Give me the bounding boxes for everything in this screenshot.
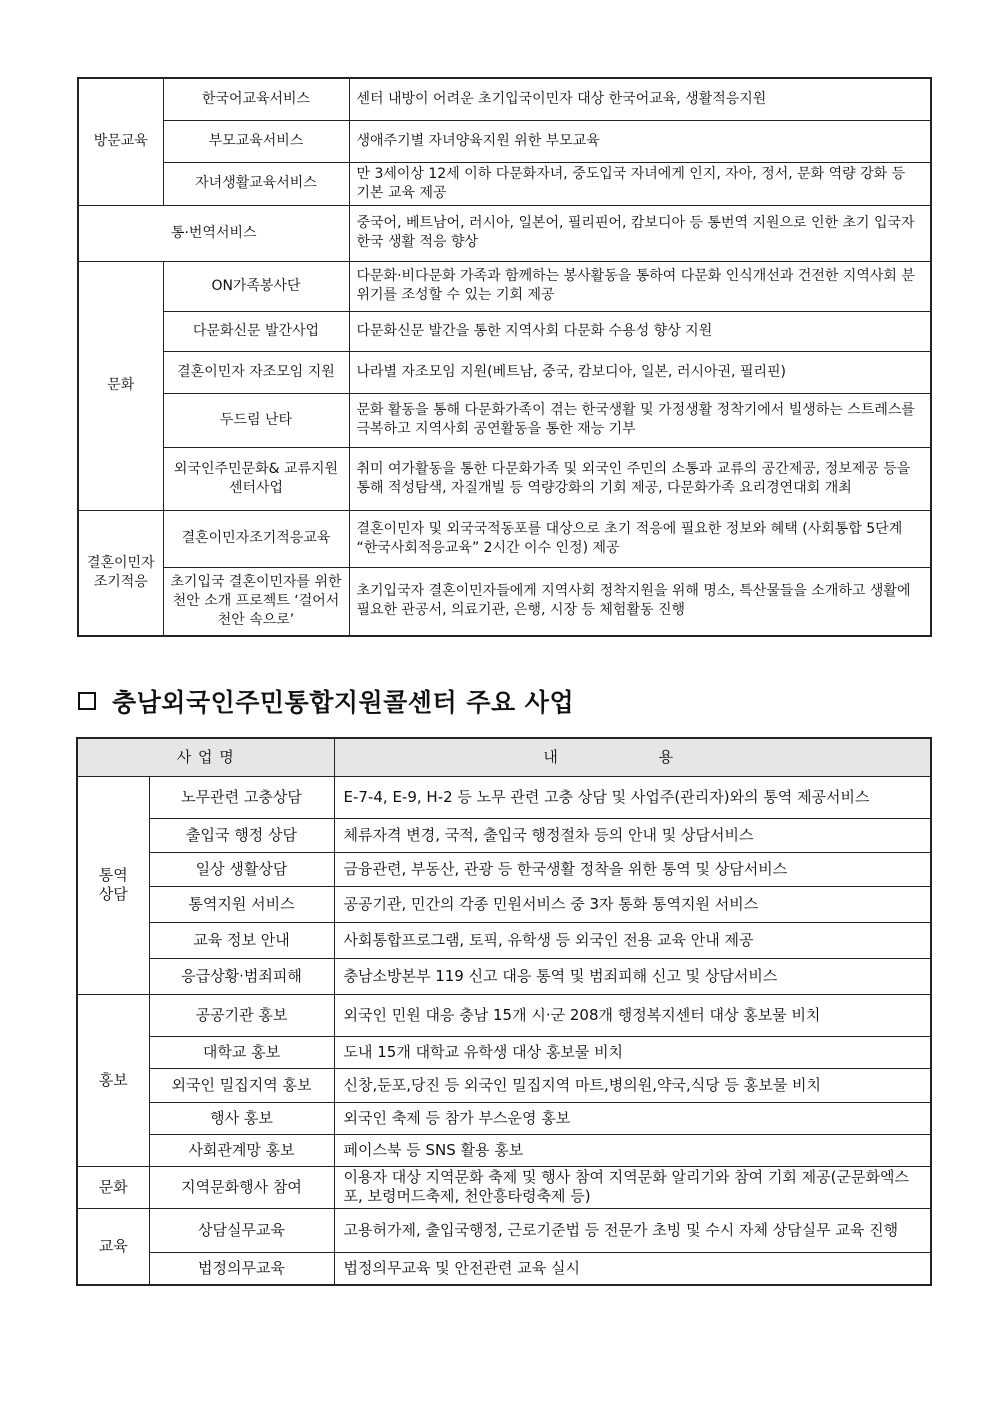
service-desc: 고용허가제, 출입국행정, 근로기준법 등 전문가 초빙 및 수시 자체 상담실무 교육 진행 [334,1208,931,1252]
service-name: 대학교 홍보 [149,1036,334,1068]
table-row [78,447,931,510]
service-desc: 센터 내방이 어려운 초기입국이민자 대상 한국어교육, 생활적응지원 [349,78,931,120]
service-table-2 [76,737,932,1286]
service-desc: 나라별 자조모임 지원(베트남, 중국, 캄보디아, 일본, 러시아권, 필리핀) [349,351,931,393]
service-name: ON가족봉사단 [163,261,349,311]
service-desc: 외국인 축제 등 참가 부스운영 홍보 [334,1102,931,1134]
table-row [77,818,931,852]
service-name: 법정의무교육 [149,1252,334,1285]
service-name: 지역문화행사 참여 [149,1166,334,1208]
table-row [78,205,931,261]
service-name: 결혼이민자조기적응교육 [163,510,349,567]
table-row [77,1134,931,1166]
service-name: 응급상황·범죄피해 [149,958,334,994]
service-name: 일상 생활상담 [149,852,334,886]
section-title: 충남외국인주민통합지원콜센터 주요 사업 [112,688,575,717]
category-cell: 교육 [77,1208,149,1285]
service-name: 자녀생활교육서비스 [163,162,349,205]
service-desc: 생애주기별 자녀양육지원 위한 부모교육 [349,120,931,162]
category-cell: 통역 상담 [77,776,149,994]
service-name: 두드림 난타 [163,393,349,447]
service-desc: 중국어, 베트남어, 러시아, 일본어, 필리핀어, 캄보디아 등 통번역 지원으로 인한 초기 입국자 한국 생활 적응 향상 [349,205,931,261]
service-desc: 초기입국자 결혼이민자들에게 지역사회 정착지원을 위해 명소, 특산물들을 소개하고 생활에 필요한 관공서, 의료기관, 은행, 시장 등 체험활동 진행 [349,567,931,636]
service-desc: 금융관련, 부동산, 관광 등 한국생활 정착을 위한 통역 및 상담서비스 [334,852,931,886]
header-content: 내 용 [334,738,931,776]
table-row [77,1102,931,1134]
section-heading [78,683,574,719]
service-name: 노무관련 고충상담 [149,776,334,818]
table-row [78,120,931,162]
service-desc: 사회통합프로그램, 토픽, 유학생 등 외국인 전용 교육 안내 제공 [334,922,931,958]
service-name: 출입국 행정 상담 [149,818,334,852]
service-name: 다문화신문 발간사업 [163,311,349,351]
service-desc: 문화 활동을 통해 다문화가족이 겪는 한국생활 및 가정생활 정착기에서 빌생하는 스트레스를 극복하고 지역사회 공연활동을 통한 재능 기부 [349,393,931,447]
category-cell: 통·번역서비스 [78,205,349,261]
table-row [77,776,931,818]
table-row [78,78,931,120]
service-name: 행사 홍보 [149,1102,334,1134]
service-desc: 법정의무교육 및 안전관련 교육 실시 [334,1252,931,1285]
service-desc: 결혼이민자 및 외국국적동포를 대상으로 초기 적응에 필요한 정보와 혜택 (사회통합 5단계 “한국사회적응교육” 2시간 이수 인정) 제공 [349,510,931,567]
service-desc: 신창,둔포,당진 등 외국인 밀집지역 마트,병의원,약국,식당 등 홍보물 비치 [334,1068,931,1102]
service-desc: 페이스북 등 SNS 활용 홍보 [334,1134,931,1166]
table-row [77,1208,931,1252]
table-row [77,1068,931,1102]
table-row [78,510,931,567]
service-desc: 다문화신문 발간을 통한 지역사회 다문화 수용성 향상 지원 [349,311,931,351]
table-row [77,886,931,922]
service-name: 한국어교육서비스 [163,78,349,120]
service-name: 부모교육서비스 [163,120,349,162]
service-name: 결혼이민자 자조모임 지원 [163,351,349,393]
service-desc: 다문화·비다문화 가족과 함께하는 봉사활동을 통하여 다문화 인식개선과 건전한 지역사회 분위기를 조성할 수 있는 기회 제공 [349,261,931,311]
service-desc: 도내 15개 대학교 유학생 대상 홍보물 비치 [334,1036,931,1068]
table-row [78,162,931,205]
service-name: 상담실무교육 [149,1208,334,1252]
table-row [77,852,931,886]
service-name: 교육 정보 안내 [149,922,334,958]
category-cell: 문화 [78,261,163,510]
service-desc: 충남소방본부 119 신고 대응 통역 및 범죄피해 신고 및 상담서비스 [334,958,931,994]
service-name: 초기입국 결혼이민자를 위한 천안 소개 프로젝트 ‘걸어서 천안 속으로’ [163,567,349,636]
service-desc: 이용자 대상 지역문화 축제 및 행사 참여 지역문화 알리기와 참여 기회 제공(군문화엑스포, 보령머드축제, 천안흥타령축제 등) [334,1166,931,1208]
service-name: 외국인 밀집지역 홍보 [149,1068,334,1102]
table-row [78,567,931,636]
category-cell: 문화 [77,1166,149,1208]
table-row [77,1036,931,1068]
table-row [77,994,931,1036]
service-desc: 취미 여가활동을 통한 다문화가족 및 외국인 주민의 소통과 교류의 공간제공, 정보제공 등을 통해 적성탐색, 자질개빌 등 역량강화의 기회 제공, 다문화가족 요리경연대회 개최 [349,447,931,510]
checkbox-square-icon [78,692,96,710]
table-row [78,311,931,351]
table-row [78,261,931,311]
service-name: 통역지원 서비스 [149,886,334,922]
service-name: 공공기관 홍보 [149,994,334,1036]
service-name: 외국인주민문화& 교류지원센터사업 [163,447,349,510]
table-row [77,922,931,958]
table-row [77,958,931,994]
table-row [78,351,931,393]
category-cell: 방문교육 [78,78,163,205]
service-desc: E-7-4, E-9, H-2 등 노무 관련 고충 상담 및 사업주(관리자)와의 통역 제공서비스 [334,776,931,818]
table-header-row [77,738,931,776]
service-desc: 외국인 민원 대응 충남 15개 시·군 208개 행정복지센터 대상 홍보물 비치 [334,994,931,1036]
category-cell: 결혼이민자 조기적응 [78,510,163,636]
table-row [77,1252,931,1285]
header-service-name: 사 업 명 [77,738,334,776]
service-table-1 [77,77,932,637]
category-cell: 홍보 [77,994,149,1166]
service-name: 사회관계망 홍보 [149,1134,334,1166]
service-desc: 만 3세이상 12세 이하 다문화자녀, 중도입국 자녀에게 인지, 자아, 정서, 문화 역량 강화 등 기본 교육 제공 [349,162,931,205]
service-desc: 체류자격 변경, 국적, 출입국 행정절차 등의 안내 및 상담서비스 [334,818,931,852]
service-desc: 공공기관, 민간의 각종 민원서비스 중 3자 통화 통역지원 서비스 [334,886,931,922]
table-row [78,393,931,447]
table-row [77,1166,931,1208]
